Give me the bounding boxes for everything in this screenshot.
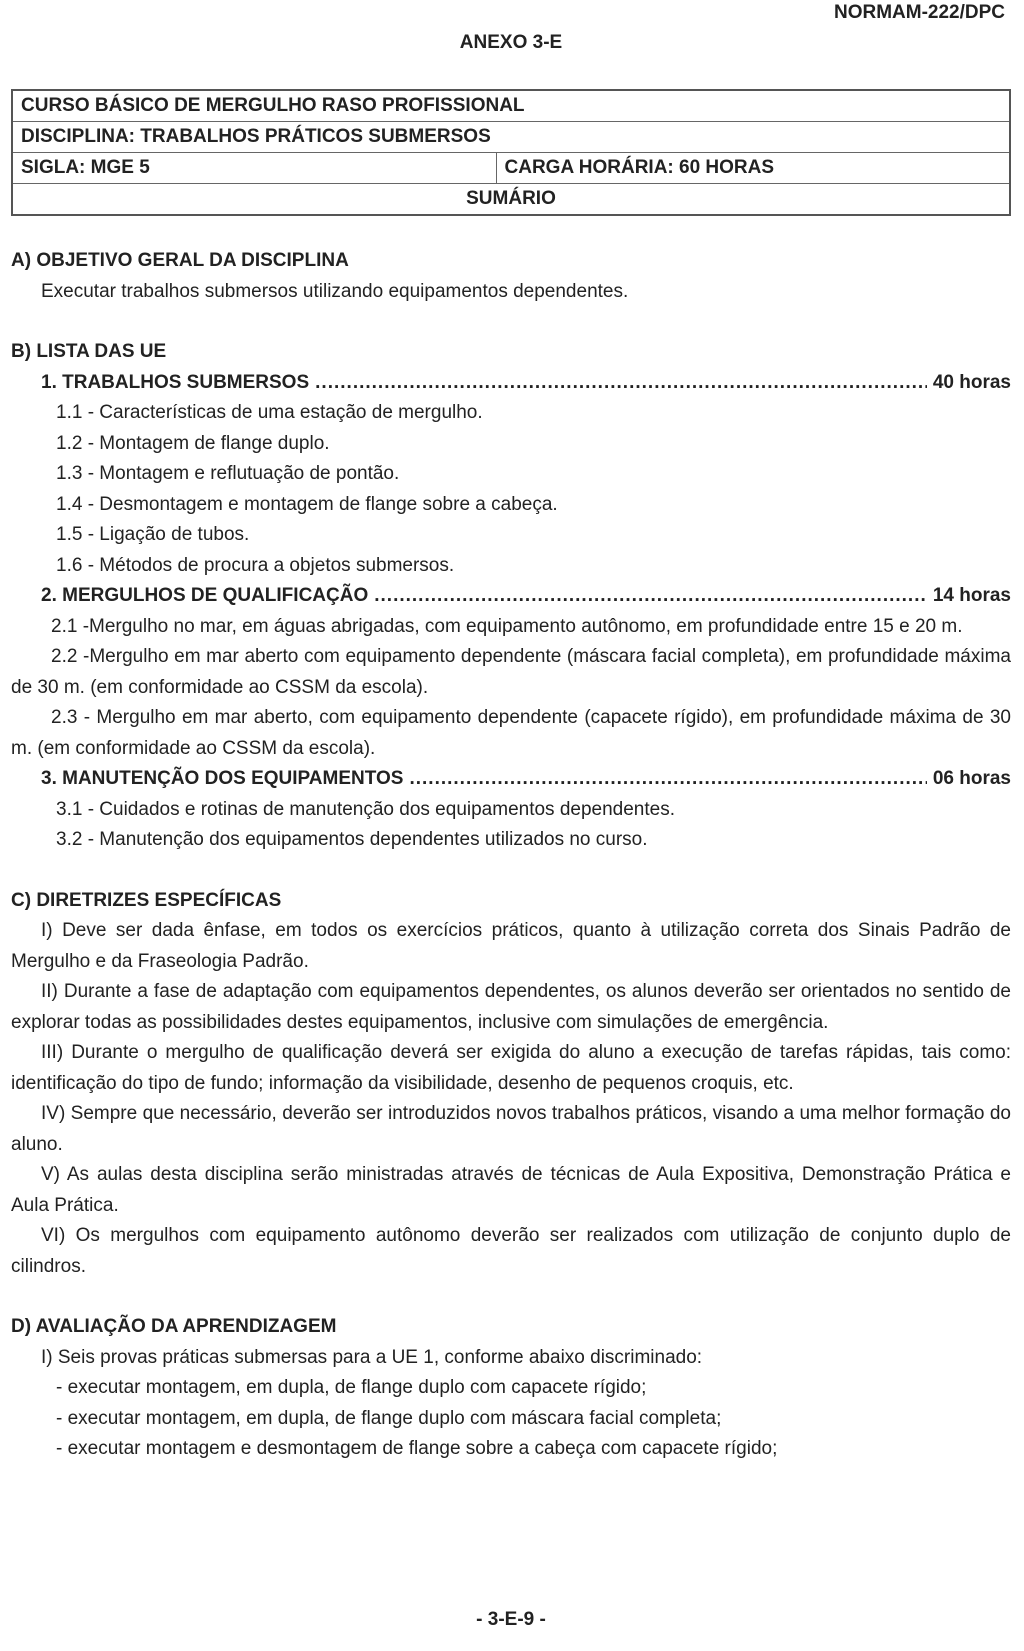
- summary-heading: SUMÁRIO: [12, 184, 1010, 216]
- list-item: 2.1 -Mergulho no mar, em águas abrigadas, com equipamento autônomo, em profundidade entre 15 e 20 m.: [51, 615, 963, 637]
- document-code: NORMAM-222/DPC: [833, 2, 1005, 23]
- discipline-name: DISCIPLINA: TRABALHOS PRÁTICOS SUBMERSOS: [12, 122, 1010, 153]
- unit-2-hours: 14 horas: [932, 585, 1011, 606]
- unit-1-hours: 40 horas: [932, 371, 1011, 393]
- unit-3-title: 3. MANUTENÇÃO DOS EQUIPAMENTOS: [41, 768, 404, 789]
- list-item: 1.4 - Desmontagem e montagem de flange sobre a cabeça.: [56, 493, 558, 515]
- dot-leader: [409, 764, 926, 795]
- assessment-item: - executar montagem, em dupla, de flange duplo com capacete rígido;: [56, 1377, 647, 1398]
- workload: CARGA HORÁRIA: 60 HORAS: [496, 153, 1010, 184]
- dot-leader: [315, 368, 927, 399]
- assessment-item: - executar montagem, em dupla, de flange duplo com máscara facial completa;: [56, 1407, 722, 1429]
- unit-2-heading: [11, 581, 1011, 612]
- guideline-item: III) Durante o mergulho de qualificação deverá ser exigida do aluno a execução de tarefas rápidas, tais como: identificação do tipo de fundo; informação da visibilidade, desenho de pequenos croquis, etc.: [11, 1042, 1011, 1094]
- course-info-table: [11, 89, 1011, 216]
- section-d-title: D) AVALIAÇÃO DA APRENDIZAGEM: [11, 1316, 337, 1337]
- guideline-item: II) Durante a fase de adaptação com equipamentos dependentes, os alunos deverão ser orientados no sentido de explorar todas as possibilidades destes equipamentos, inclusive com simulações de emergência.: [11, 981, 1011, 1033]
- list-item: 3.1 - Cuidados e rotinas de manutenção dos equipamentos dependentes.: [56, 798, 675, 820]
- unit-3-heading: [11, 764, 1011, 795]
- guideline-item: IV) Sempre que necessário, deverão ser introduzidos novos trabalhos práticos, visando a uma melhor formação do aluno.: [11, 1103, 1011, 1155]
- annex-title: ANEXO 3-E: [459, 32, 563, 53]
- list-item: 1.3 - Montagem e reflutuação de pontão.: [56, 463, 400, 484]
- unit-3-hours: 06 horas: [932, 768, 1011, 789]
- page-number: - 3-E-9 -: [476, 1609, 546, 1630]
- assessment-intro: I) Seis provas práticas submersas para a UE 1, conforme abaixo discriminado:: [41, 1346, 703, 1368]
- list-item: 1.1 - Características de uma estação de mergulho.: [56, 402, 483, 423]
- guideline-item: VI) Os mergulhos com equipamento autônomo deverão ser realizados com utilização de conjunto duplo de cilindros.: [11, 1225, 1011, 1277]
- list-item: 1.5 - Ligação de tubos.: [56, 524, 250, 545]
- section-b-title: B) LISTA DAS UE: [11, 341, 167, 362]
- unit-1-title: 1. TRABALHOS SUBMERSOS: [41, 371, 310, 393]
- guideline-item: I) Deve ser dada ênfase, em todos os exercícios práticos, quanto à utilização correta dos Sinais Padrão de Mergulho e da Fraseologia Padrão.: [11, 920, 1011, 972]
- list-item: 2.2 -Mergulho em mar aberto com equipamento dependente (máscara facial completa), em profundidade máxima de 30 m. (em conformidade ao CSSM da escola).: [11, 646, 1011, 698]
- document-page: [11, 0, 1011, 1651]
- section-c-title: C) DIRETRIZES ESPECÍFICAS: [11, 889, 282, 911]
- list-item: 3.2 - Manutenção dos equipamentos dependentes utilizados no curso.: [56, 829, 648, 850]
- unit-1-heading: [11, 368, 1011, 399]
- unit-2-title: 2. MERGULHOS DE QUALIFICAÇÃO: [41, 585, 369, 606]
- dot-leader: [374, 581, 927, 612]
- course-name: CURSO BÁSICO DE MERGULHO RASO PROFISSIONAL: [12, 90, 1010, 122]
- list-item: 2.3 - Mergulho em mar aberto, com equipamento dependente (capacete rígido), em profundidade máxima de 30 m. (em conformidade ao CSSM da escola).: [11, 707, 1011, 759]
- discipline-code: SIGLA: MGE 5: [12, 153, 496, 184]
- section-a-text: Executar trabalhos submersos utilizando equipamentos dependentes.: [41, 280, 629, 302]
- section-a-title: A) OBJETIVO GERAL DA DISCIPLINA: [11, 250, 349, 271]
- list-item: 1.6 - Métodos de procura a objetos submersos.: [56, 554, 455, 576]
- assessment-item: - executar montagem e desmontagem de flange sobre a cabeça com capacete rígido;: [56, 1438, 778, 1459]
- guideline-item: V) As aulas desta disciplina serão ministradas através de técnicas de Aula Expositiva, Demonstração Prática e Aula Prática.: [11, 1164, 1011, 1216]
- list-item: 1.2 - Montagem de flange duplo.: [56, 432, 330, 454]
- document-body: [11, 246, 1011, 1465]
